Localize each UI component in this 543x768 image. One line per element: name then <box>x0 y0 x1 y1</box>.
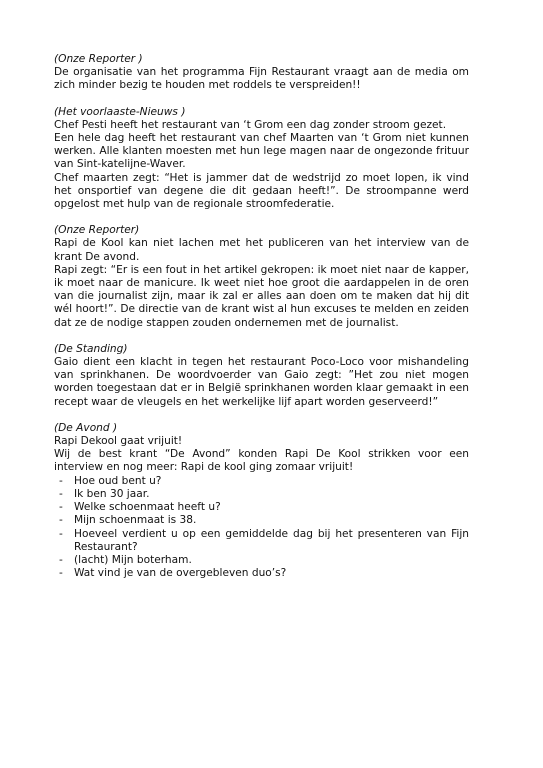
article-source: (Onze Reporter ) <box>54 53 143 65</box>
article-paragraph: Rapi de Kool kan niet lachen met het publiceren van het interview van de krant De avond. <box>54 237 469 263</box>
article-paragraph: Chef Pesti heeft het restaurant van ‘t Grom een dag zonder stroom gezet. <box>54 118 447 131</box>
article-paragraph: Rapi zegt: “Er is een fout in het artikel gekropen: ik moet niet naar de kapper, ik moet naar de manicure. Ik weet niet hoe groot die aardappelen in de oren van die journalist zijn, maar ik zal er alles aan doen om te maken dat hij dit wél hoort!”. De directie van de krant wist al hun excuses te melden en zeiden dat ze de nodige stappen zouden ondernemen met de journalist. <box>54 263 469 329</box>
article-source: (De Avond ) <box>54 421 118 434</box>
article <box>54 343 469 409</box>
interview-line: - Ik ben 30 jaar. <box>54 488 469 501</box>
interview-list <box>54 475 469 581</box>
interview-line: - Mijn schoenmaat is 38. <box>54 514 469 527</box>
interview-line: - Wat vind je van de overgebleven duo’s? <box>54 567 469 580</box>
article <box>54 422 469 580</box>
document-body <box>54 53 469 593</box>
article-source: (Het voorlaaste-Nieuws ) <box>54 105 186 118</box>
article-source: (Onze Reporter) <box>54 224 140 237</box>
article-headline: Rapi Dekool gaat vrijuit! <box>54 435 183 448</box>
interview-line: - Hoe oud bent u? <box>54 475 469 488</box>
article <box>54 106 469 212</box>
article-paragraph: De organisatie van het programma Fijn Restaurant vraagt aan de media om zich minder bezig te houden met roddels te verspreiden!! <box>54 66 469 92</box>
article-paragraph: Gaio dient een klacht in tegen het restaurant Poco-Loco voor mishandeling van sprinkhanen. De woordvoerder van Gaio zegt: ”Het zou niet mogen worden toegestaan dat er in België sprinkhanen worden klaar gemaakt in een recept waar de vleugels en het werkelijke lijf apart worden geserveerd!” <box>54 356 469 408</box>
article-paragraph: Een hele dag heeft het restaurant van chef Maarten van ‘t Grom niet kunnen werken. Alle klanten moesten met hun lege magen naar de ongezonde frituur van Sint-katelijne-Waver. <box>54 132 469 171</box>
interview-line: - (lacht) Mijn boterham. <box>54 554 469 567</box>
article-paragraph: Chef maarten zegt: “Het is jammer dat de wedstrijd zo moet lopen, ik vind het onsportief van degene die dit gedaan heeft!”. De stroompanne werd opgelost met hulp van de regionale stroomfederatie. <box>54 171 469 211</box>
interview-line: - Hoeveel verdient u op een gemiddelde dag bij het presenteren van Fijn Restaurant? <box>54 528 469 554</box>
article-paragraph: Wij de best krant “De Avond” konden Rapi De Kool strikken voor een interview en nog meer: Rapi de kool ging zomaar vrijuit! <box>54 448 469 474</box>
article <box>54 53 469 93</box>
article <box>54 224 469 330</box>
article-source: (De Standing) <box>54 342 128 355</box>
interview-line: - Welke schoenmaat heeft u? <box>54 501 469 514</box>
